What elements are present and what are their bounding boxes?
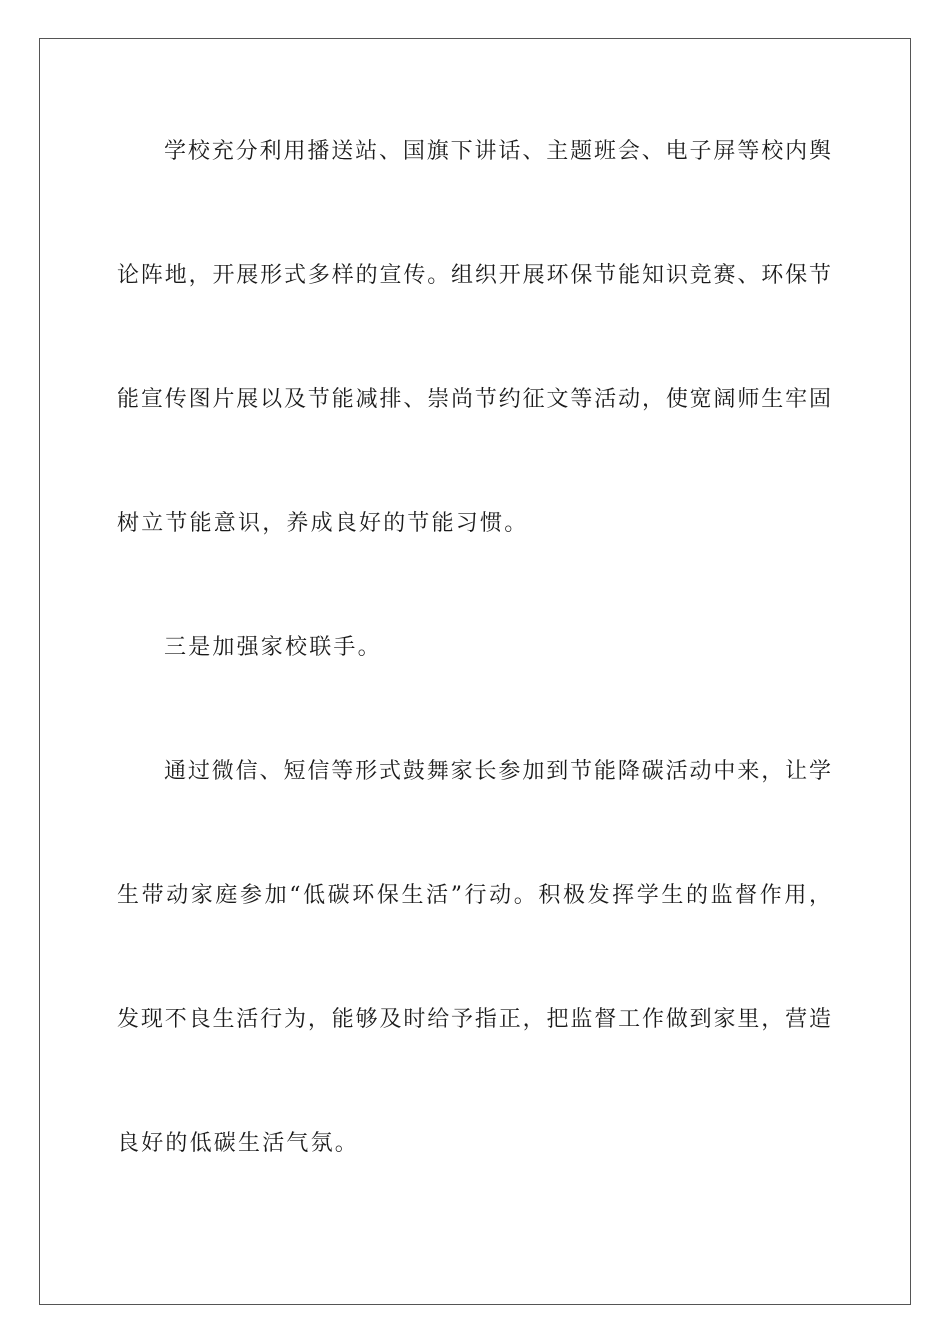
paragraph-1-line-1: 学校充分利用播送站、国旗下讲话、主题班会、电子屏等校内舆 (164, 139, 831, 164)
page-border (39, 38, 911, 1305)
paragraph-1-line-3: 能宣传图片展以及节能减排、崇尚节约征文等活动，使宽阔师生牢固 (117, 387, 831, 412)
paragraph-1-line-2: 论阵地，开展形式多样的宣传。组织开展环保节能知识竞赛、环保节 (117, 263, 831, 288)
paragraph-1-line-4: 树立节能意识，养成良好的节能习惯。 (117, 511, 529, 536)
paragraph-2-line-3: 发现不良生活行为，能够及时给予指正，把监督工作做到家里，营造 (117, 1007, 831, 1032)
section-heading: 三是加强家校联手。 (164, 635, 382, 660)
paragraph-2-line-4: 良好的低碳生活气氛。 (117, 1131, 360, 1156)
paragraph-2-line-2: 生带动家庭参加“低碳环保生活”行动。积极发挥学生的监督作用， (117, 883, 831, 908)
paragraph-2-line-1: 通过微信、短信等形式鼓舞家长参加到节能降碳活动中来，让学 (164, 759, 831, 784)
